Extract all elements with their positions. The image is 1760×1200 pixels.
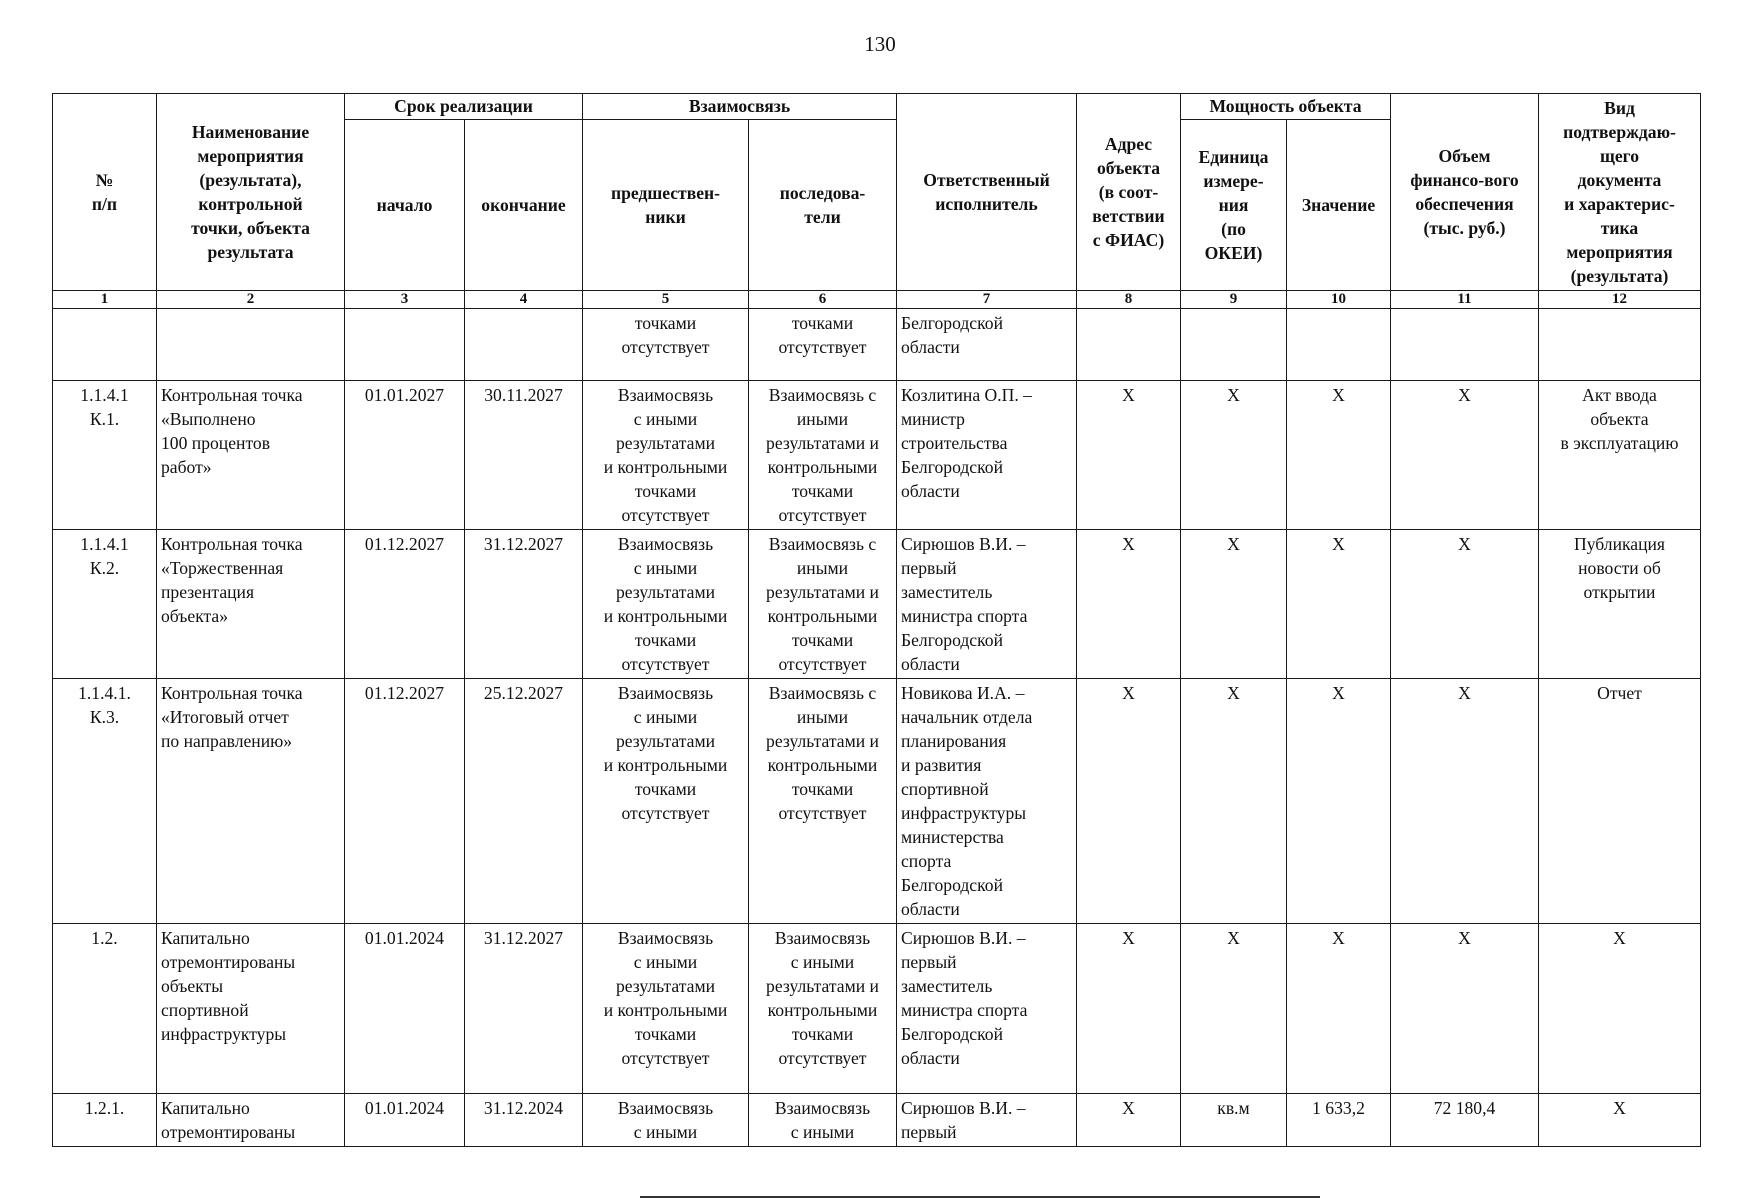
cell-end: 30.11.2027: [465, 381, 583, 530]
cell-successors: Взаимосвязь с иными результатами и контрольными точками отсутствует: [749, 924, 897, 1094]
header-predecessors: предшествен- ники: [583, 119, 749, 290]
column-number: 2: [157, 291, 345, 309]
column-numbers-row: [53, 291, 1701, 309]
header-num: № п/п: [53, 94, 157, 291]
cell-unit: [1181, 309, 1287, 381]
table-row: [53, 924, 1701, 1094]
header-end: окончание: [465, 119, 583, 290]
cell-responsible: Новикова И.А. – начальник отдела планирования и развития спортивной инфраструктуры министерства спорта Белгородской области: [897, 679, 1077, 924]
header-group-capacity: Мощность объекта: [1181, 94, 1391, 120]
cell-document: Отчет: [1539, 679, 1701, 924]
cell-num: 1.1.4.1 К.2.: [53, 530, 157, 679]
cell-start: 01.12.2027: [345, 679, 465, 924]
cell-end: 31.12.2027: [465, 924, 583, 1094]
cell-value: 1 633,2: [1287, 1094, 1391, 1147]
header-name: Наименование мероприятия (результата), контрольной точки, объекта результата: [157, 94, 345, 291]
header-group-relation: Взаимосвязь: [583, 94, 897, 120]
cell-value: X: [1287, 381, 1391, 530]
column-number: 8: [1077, 291, 1181, 309]
table-row: [53, 679, 1701, 924]
column-number: 4: [465, 291, 583, 309]
cell-predecessors: точками отсутствует: [583, 309, 749, 381]
cell-address: X: [1077, 530, 1181, 679]
plan-table: [52, 93, 1701, 1147]
cell-address: X: [1077, 924, 1181, 1094]
column-number: 9: [1181, 291, 1287, 309]
column-number: 7: [897, 291, 1077, 309]
column-number: 6: [749, 291, 897, 309]
cell-unit: X: [1181, 924, 1287, 1094]
cell-end: 25.12.2027: [465, 679, 583, 924]
header-value: Значение: [1287, 119, 1391, 290]
cell-start: 01.12.2027: [345, 530, 465, 679]
table-header: [53, 94, 1701, 309]
cell-name: Капитально отремонтированы объекты спортивной инфраструктуры: [157, 924, 345, 1094]
cell-start: [345, 309, 465, 381]
cell-name: [157, 309, 345, 381]
cell-responsible: Сирюшов В.И. – первый заместитель министра спорта Белгородской области: [897, 924, 1077, 1094]
header-document: Вид подтверждаю- щего документа и характерис- тика мероприятия (результата): [1539, 94, 1701, 291]
table-body: [53, 309, 1701, 1147]
header-unit: Единица измере- ния (по ОКЕИ): [1181, 119, 1287, 290]
cell-successors: Взаимосвязь с иными результатами и контрольными точками отсутствует: [749, 530, 897, 679]
cell-name: Контрольная точка «Выполнено 100 процентов работ»: [157, 381, 345, 530]
cell-address: X: [1077, 381, 1181, 530]
cell-finance: X: [1391, 924, 1539, 1094]
cell-num: 1.1.4.1 К.1.: [53, 381, 157, 530]
page-number: 130: [864, 32, 896, 56]
cell-successors: Взаимосвязь с иными результатами и контрольными точками отсутствует: [749, 679, 897, 924]
cell-address: X: [1077, 679, 1181, 924]
cell-value: X: [1287, 679, 1391, 924]
cell-unit: X: [1181, 381, 1287, 530]
cell-responsible: Сирюшов В.И. – первый заместитель министра спорта Белгородской области: [897, 530, 1077, 679]
cell-start: 01.01.2024: [345, 924, 465, 1094]
cell-num: [53, 309, 157, 381]
table-row: [53, 381, 1701, 530]
cell-document: Акт ввода объекта в эксплуатацию: [1539, 381, 1701, 530]
bottom-divider: [640, 1196, 1320, 1198]
cell-num: 1.2.: [53, 924, 157, 1094]
cell-num: 1.2.1.: [53, 1094, 157, 1147]
header-finance: Объем финансо-вого обеспечения (тыс. руб.): [1391, 94, 1539, 291]
cell-value: [1287, 309, 1391, 381]
cell-end: 31.12.2027: [465, 530, 583, 679]
cell-start: 01.01.2027: [345, 381, 465, 530]
cell-unit: кв.м: [1181, 1094, 1287, 1147]
column-number: 5: [583, 291, 749, 309]
cell-start: 01.01.2024: [345, 1094, 465, 1147]
column-number: 1: [53, 291, 157, 309]
table-row: [53, 309, 1701, 381]
cell-predecessors: Взаимосвязь с иными результатами и контрольными точками отсутствует: [583, 381, 749, 530]
cell-end: 31.12.2024: [465, 1094, 583, 1147]
cell-predecessors: Взаимосвязь с иными результатами и контрольными точками отсутствует: [583, 924, 749, 1094]
cell-finance: X: [1391, 679, 1539, 924]
cell-successors: Взаимосвязь с иными результатами и контрольными точками отсутствует: [749, 381, 897, 530]
cell-document: [1539, 309, 1701, 381]
header-responsible: Ответственный исполнитель: [897, 94, 1077, 291]
cell-value: X: [1287, 924, 1391, 1094]
cell-responsible: Сирюшов В.И. – первый: [897, 1094, 1077, 1147]
cell-name: Капитально отремонтированы: [157, 1094, 345, 1147]
cell-end: [465, 309, 583, 381]
cell-finance: [1391, 309, 1539, 381]
cell-predecessors: Взаимосвязь с иными результатами и контрольными точками отсутствует: [583, 530, 749, 679]
cell-document: X: [1539, 1094, 1701, 1147]
cell-unit: X: [1181, 679, 1287, 924]
cell-successors: точками отсутствует: [749, 309, 897, 381]
table-row: [53, 530, 1701, 679]
header-group-term: Срок реализации: [345, 94, 583, 120]
cell-finance: X: [1391, 381, 1539, 530]
cell-address: X: [1077, 1094, 1181, 1147]
cell-responsible: Белгородской области: [897, 309, 1077, 381]
column-number: 11: [1391, 291, 1539, 309]
cell-value: X: [1287, 530, 1391, 679]
column-number: 10: [1287, 291, 1391, 309]
column-number: 12: [1539, 291, 1701, 309]
cell-address: [1077, 309, 1181, 381]
cell-num: 1.1.4.1. К.3.: [53, 679, 157, 924]
cell-finance: 72 180,4: [1391, 1094, 1539, 1147]
cell-name: Контрольная точка «Итоговый отчет по направлению»: [157, 679, 345, 924]
cell-predecessors: Взаимосвязь с иными: [583, 1094, 749, 1147]
column-number: 3: [345, 291, 465, 309]
cell-name: Контрольная точка «Торжественная презентация объекта»: [157, 530, 345, 679]
cell-responsible: Козлитина О.П. – министр строительства Белгородской области: [897, 381, 1077, 530]
cell-unit: X: [1181, 530, 1287, 679]
header-successors: последова- тели: [749, 119, 897, 290]
cell-finance: X: [1391, 530, 1539, 679]
cell-document: X: [1539, 924, 1701, 1094]
cell-predecessors: Взаимосвязь с иными результатами и контрольными точками отсутствует: [583, 679, 749, 924]
cell-document: Публикация новости об открытии: [1539, 530, 1701, 679]
header-start: начало: [345, 119, 465, 290]
table-row: [53, 1094, 1701, 1147]
cell-successors: Взаимосвязь с иными: [749, 1094, 897, 1147]
header-address: Адрес объекта (в соот- ветствии с ФИАС): [1077, 94, 1181, 291]
